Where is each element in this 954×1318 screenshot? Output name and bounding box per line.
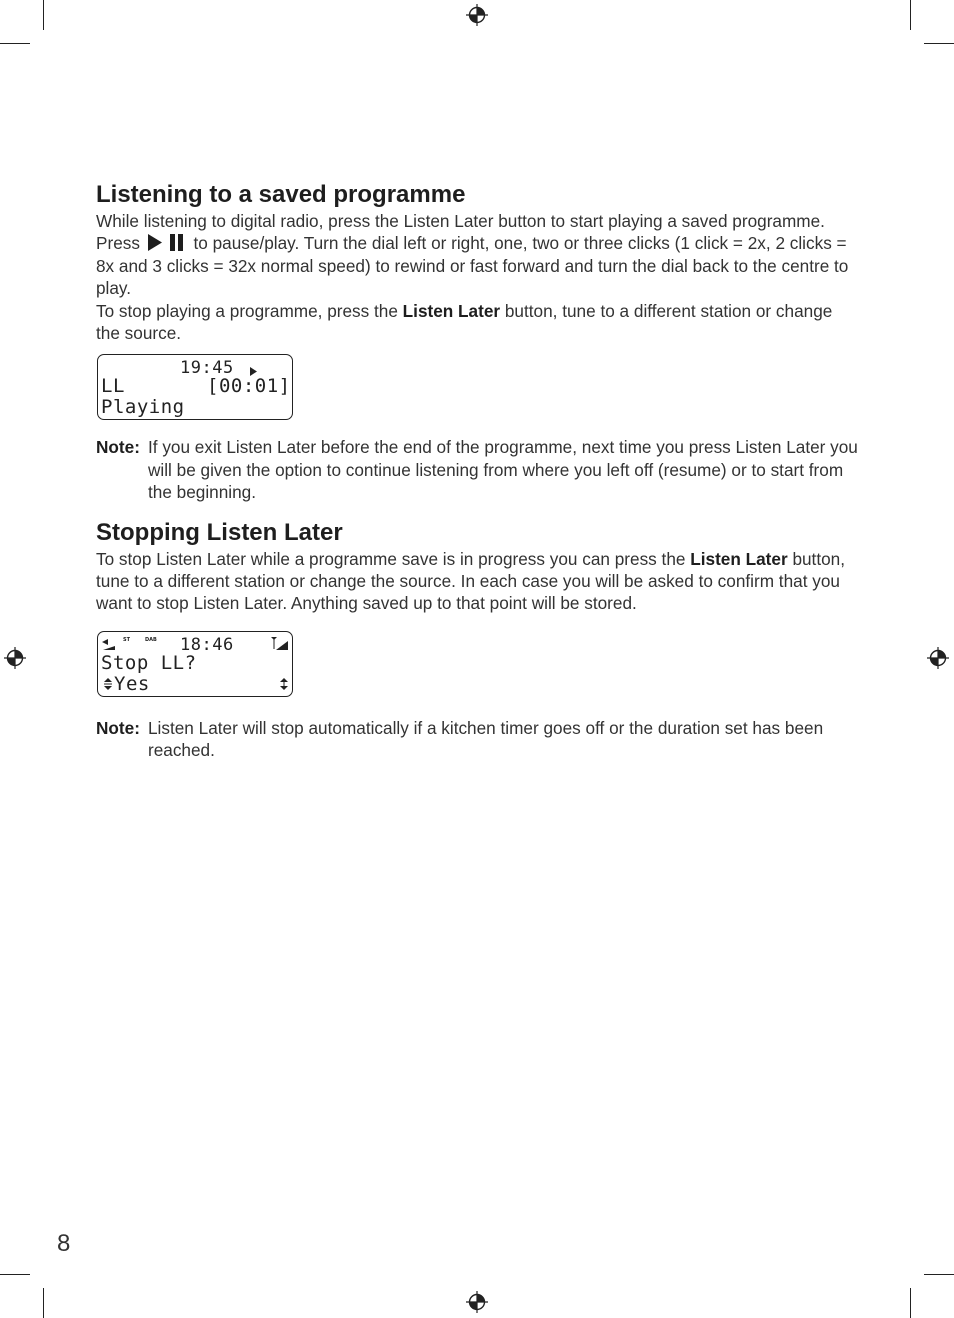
lcd-line-counter: [00:01] — [207, 375, 291, 398]
lcd-line-playing: Playing — [101, 396, 185, 419]
lcd-display-playing — [97, 354, 293, 420]
lcd-display-stop — [97, 631, 293, 697]
up-down-arrows-icon — [103, 678, 113, 690]
crop-mark — [43, 1288, 44, 1318]
section-title-listening: Listening to a saved programme — [96, 181, 466, 208]
lcd-line-stop: Stop LL? — [101, 651, 197, 674]
crop-mark — [924, 43, 954, 44]
lcd-time: 18:46 — [180, 634, 234, 655]
note-resume — [96, 436, 860, 503]
lcd-line-ll: LL — [101, 375, 125, 398]
page-number: 8 — [57, 1230, 71, 1257]
paragraph-stop-playing: To stop playing a programme, press the Listen Later button, tune to a different station or change the source. — [96, 300, 833, 344]
stereo-indicator: ST — [123, 636, 131, 643]
note-text: Listen Later will stop automatically if a kitchen timer goes off or the duration set has been reached. — [148, 717, 824, 761]
signal-strength-icon — [271, 637, 289, 651]
note-label: Note: — [96, 437, 140, 458]
lcd-line-yes: Yes — [114, 672, 150, 695]
registration-mark-icon — [927, 647, 949, 669]
paragraph-listening: While listening to digital radio, press the Listen Later button to start playing a saved programme. Press to pause/play. Turn the dial left or right, one, two or three clicks (1 click = 2x, 2 clicks = 8x and 3 clicks = 32x normal speed) to rewind or fast forward and turn the dial back to the centre to play. — [96, 211, 849, 299]
crop-mark — [0, 43, 30, 44]
dab-indicator: DAB — [145, 636, 157, 643]
speaker-volume-icon — [102, 637, 116, 651]
page-content — [96, 180, 860, 762]
registration-mark-icon — [466, 1291, 488, 1313]
lcd-time: 19:45 — [180, 358, 234, 379]
crop-mark — [910, 0, 911, 30]
registration-mark-icon — [4, 647, 26, 669]
note-auto-stop — [96, 717, 860, 762]
section-title-stopping: Stopping Listen Later — [96, 518, 343, 546]
crop-mark — [924, 1274, 954, 1275]
up-down-arrows-icon — [279, 678, 289, 690]
note-label: Note: — [96, 717, 140, 738]
play-pause-icon — [147, 234, 187, 251]
registration-mark-icon — [466, 4, 488, 26]
note-text: If you exit Listen Later before the end of the programme, next time you press Listen Later you will be given the option to continue listening from where you left off (resume) or to start from the beginning. — [148, 437, 858, 503]
crop-mark — [0, 1274, 30, 1275]
crop-mark — [43, 0, 44, 30]
paragraph-stopping: To stop Listen Later while a programme save is in progress you can press the Listen Later button, tune to a different station or change the source. In each case you will be asked to confirm that you want to stop Listen Later. Anything saved up to that point will be stored. — [96, 548, 845, 614]
crop-mark — [910, 1288, 911, 1318]
